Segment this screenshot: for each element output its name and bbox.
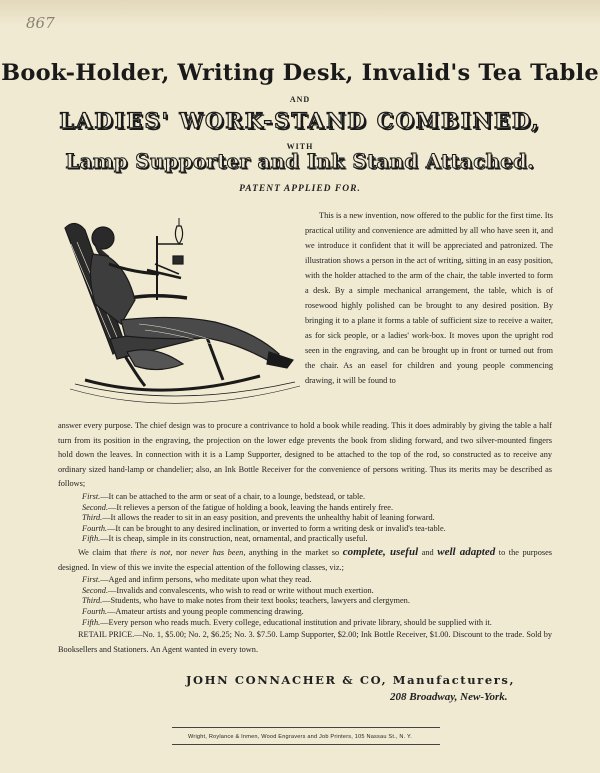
manufacturer-name: JOHN CONNACHER & CO, Manufacturers,	[186, 673, 516, 687]
reading-chair-engraving	[55, 204, 305, 424]
list-item: Fifth.—Every person who reads much. Every college, educational institution and private library, should be supplied with it.	[82, 617, 492, 627]
title-and: AND	[289, 95, 311, 104]
list-item: Second.—It relieves a person of the fatigue of holding a book, leaving the hands entirely free.	[82, 502, 394, 512]
classes-list	[58, 575, 552, 628]
footer-rule-top	[172, 727, 440, 728]
title-line-1: Book-Holder, Writing Desk, Invalid's Tea Table	[1, 60, 599, 86]
merits-list	[58, 492, 552, 545]
footer-rule-bottom	[172, 744, 440, 745]
list-item: Second.—Invalids and convalescents, who wish to read or write without much exertion.	[82, 585, 374, 595]
list-item: Fourth.—Amateur artists and young people commencing drawing.	[82, 606, 304, 616]
list-item: Fourth.—It can be brought to any desired inclination, or inverted to form a writing desk or invalid's tea-table.	[82, 523, 446, 533]
paper-edge	[0, 0, 600, 26]
list-item: Third.—Students, who have to make notes from their text books; teachers, lawyers and clergymen.	[82, 596, 410, 606]
list-item: First.—It can be attached to the arm or seat of a chair, to a lounge, bedstead, or table.	[82, 491, 366, 501]
title-line-3: Lamp Supporter and Ink Stand Attached.	[65, 150, 535, 173]
printer-credit: Wright, Roylance & Inmen, Wood Engravers and Job Printers, 105 Nassau St., N. Y.	[188, 734, 412, 740]
title-line-2: LADIES' WORK-STAND COMBINED,	[59, 108, 541, 133]
claim-paragraph: We claim that there is not, nor never has been, anything in the market so complete, useful and well adapted to the purposes designed. In view of this we invite the especial attention of the following classes, viz.;	[58, 545, 552, 572]
pencil-note: 867	[26, 14, 55, 32]
retail-price-paragraph: RETAIL PRICE.—No. 1, $5.00; No. 2, $6.25; No. 3. $7.50. Lamp Supporter, $2.00; Ink Bottle Receiver, $1.00. Discount to the trade. Sold by Booksellers and Stationers. An Agent wanted in every town.	[58, 630, 552, 654]
title-with: WITH	[286, 142, 314, 151]
manufacturer-address: 208 Broadway, New-York.	[390, 691, 508, 703]
patent-note: PATENT APPLIED FOR.	[239, 184, 361, 194]
body-text	[58, 419, 552, 657]
list-item: First.—Aged and infirm persons, who meditate upon what they read.	[82, 575, 312, 585]
continuation-paragraph: answer every purpose. The chief design was to procure a contrivance to hold a book while reading. This it does admirably by giving the table a half turn from its position in the engraving, the projection on the lower edge prevents the book from sliding forward, and two silver-mounted fingers hold down the leaves. In connection with it is a Lamp Supporter, designed to be attached to the top of the rod, so constructed as to receive any ordinary sized hand-lamp or chandelier; also, an Ink Bottle Receiver for the convenience of persons writing. Thus its merits may be described as follows;	[58, 421, 552, 489]
list-item: Fifth.—It is cheap, simple in its construction, neat, ornamental, and practically useful.	[82, 534, 368, 544]
list-item: Third.—It allows the reader to sit in an easy position, and prevents the unhealthy habit of leaning forward.	[82, 513, 435, 523]
intro-paragraph: This is a new invention, now offered to the public for the first time. Its practical utility and convenience are admitted by all who have seen it, and we introduce it confident that it will be appreciated and patronized. The illustration shows a person in the act of writing, sitting in an easy position, with the holder attached to the arm of the chair, the table inverted to form a desk. By a simple mechanical arrangement, the table, which is of rosewood highly polished can be brought to any desired position. By bringing it to a plane it forms a table of sufficient size to receive a waiter, as for sick people, or a ladies' work-box. It moves upon the upright rod seen in the engraving, and can be brought up in front or turned out from the chair. As an easel for children and young people commencing drawing, it will be found to	[305, 211, 553, 385]
